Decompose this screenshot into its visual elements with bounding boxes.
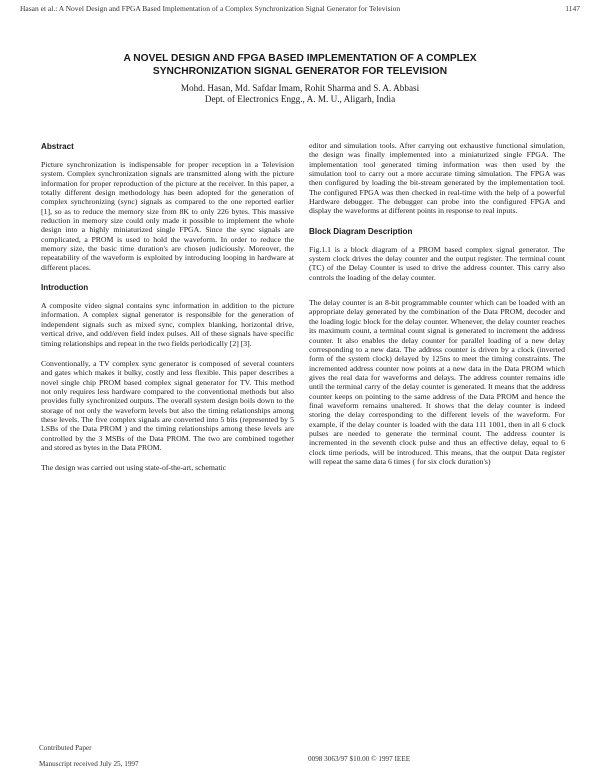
intro-paragraph-3: The design was carried out using state-of-the-art, schematic bbox=[41, 463, 227, 473]
intro-paragraph-2: Conventionally, a TV complex sync generator is composed of several counters and gates which makes it bulky, costly and less flexible. This paper describes a novel single chip PROM based complex signal generator for TV. This method not only requires less hardware compared to the conventional methods but also provides fully synchronized outputs. The overall system design boils down to the storage of not only the waveform levels but also the timing relationships among these levels. The five complex signals are converted into 5 bits (represented by 5 LSBs of the Data PROM ) and the timing relationships among these levels are controlled by the 3 MSBs of the Data PROM. The two are combined together and stored as bytes in the Data PROM. bbox=[41, 358, 294, 452]
block-paragraph-2: The delay counter is an 8-bit programmable counter which can be loaded with an appropriate delay generated by the combination of the Data PROM, decoder and the loading logic block for the delay counter. Whenever, the delay counter reaches its maximum count, a terminal count signal is generated to increment the address counter. It also enables the delay counter for parallel loading of a new delay corresponding to a new data. The address counter is driven by a clock (inverted form of the system clock) delayed by 125ns to meet the timing constraints. The incremented address counter now points at a new data in the Data PROM which gives the real data for waveforms and delays. The address counter remains idle until the terminal carry of the delay counter is generated. It means that the address counter keeps on pointing to the same address of the Data PROM and hence the final waveform remains unaltered. It shows that the delay counter is indeed storing the delay corresponding to the different levels of the waveform. For example, if the delay counter is loaded with the data 111 1001, then in all 6 clock pulses are needed to generate the terminal count. The address counter is incremented in the seventh clock pulse and thus an effective delay, equal to 6 clock time periods, will be introduced. This means, that the output Data register will repeat the same data 6 times ( for six clock duration's) bbox=[309, 298, 565, 466]
paper-title bbox=[0, 52, 600, 78]
continued-paragraph: editor and simulation tools. After carrying out exhaustive functional simulation, the design was finally implemented into a miniaturized single FPGA. The implementation tool generated timing information was then used by the simulation tool to carry out a more accurate timing simulation. The FPGA was then configured by loading the bit-stream generated by the implementation tool. The configured FPGA was then checked in real-time with the help of a powerful Hardware debugger. The debugger can probe into the configured FPGA and display the waveforms at different points in response to real inputs. bbox=[309, 141, 565, 216]
copyright-line: 0098 3063/97 $10.00 © 1997 IEEE bbox=[308, 755, 411, 763]
running-header bbox=[20, 4, 580, 13]
right-column bbox=[309, 141, 565, 466]
abstract-text: Picture synchronization is indispensable for proper reception in a Television system. Complex synchronization signals are transmitted along with the picture information for proper reproduction of the picture at the receiver. In this paper, a totally different design methodology has been adopted for the generation of complex synchronizing (sync) signals as compared to the one reported earlier [1], so as to reduce the memory size from 8K to only 226 bytes. This massive reduction in memory size could only made it possible to implement the whole design into a highly miniaturized single FPGA. Since the sync signals are complicated, a PROM is used to hold the waveform. In order to reduce the memory size, the basic time duration's are chosen judiciously. Moreover, the repeatability of the waveform is exploited by introducing looping in hardware at different places. bbox=[41, 160, 294, 272]
left-column bbox=[41, 142, 294, 473]
footer-left bbox=[39, 740, 139, 772]
author-list: Mohd. Hasan, Md. Safdar Imam, Rohit Sharma and S. A. Abbasi bbox=[180, 83, 420, 93]
page-number: 1147 bbox=[565, 4, 580, 13]
title-block bbox=[0, 52, 600, 105]
introduction-heading: Introduction bbox=[41, 283, 89, 293]
affiliation: Dept. of Electronics Engg., A. M. U., Aligarh, India bbox=[204, 94, 396, 104]
manuscript-received-note: Manuscript received July 25, 1997 bbox=[39, 760, 139, 768]
block-paragraph-1: Fig.1.1 is a block diagram of a PROM based complex signal generator. The system clock drives the delay counter and the output register. The terminal count (TC) of the Delay Counter is used to drive the address counter. This carry also controls the loading of the delay counter. bbox=[309, 244, 565, 282]
paper-title-line1: A NOVEL DESIGN AND FPGA BASED IMPLEMENTATION OF A COMPLEX bbox=[123, 53, 477, 64]
contributed-paper-note: Contributed Paper bbox=[39, 744, 92, 752]
intro-paragraph-1: A composite video signal contains sync information in addition to the picture information. A complex signal generator is responsible for the generation of independent signals such as mixed sync, complex blanking, horizontal drive, vertical drive, and odd/even field index pulses. All of these signals have specific timing relationships and repeat in the two fields periodically [2] [3]. bbox=[41, 301, 294, 348]
abstract-heading: Abstract bbox=[41, 142, 74, 151]
running-title: Hasan et al.: A Novel Design and FPGA Based Implementation of a Complex Synchronization Signal Generator for Television bbox=[20, 4, 401, 13]
paper-title-line2: SYNCHRONIZATION SIGNAL GENERATOR FOR TELEVISION bbox=[152, 66, 448, 77]
block-diagram-heading: Block Diagram Description bbox=[309, 226, 413, 236]
